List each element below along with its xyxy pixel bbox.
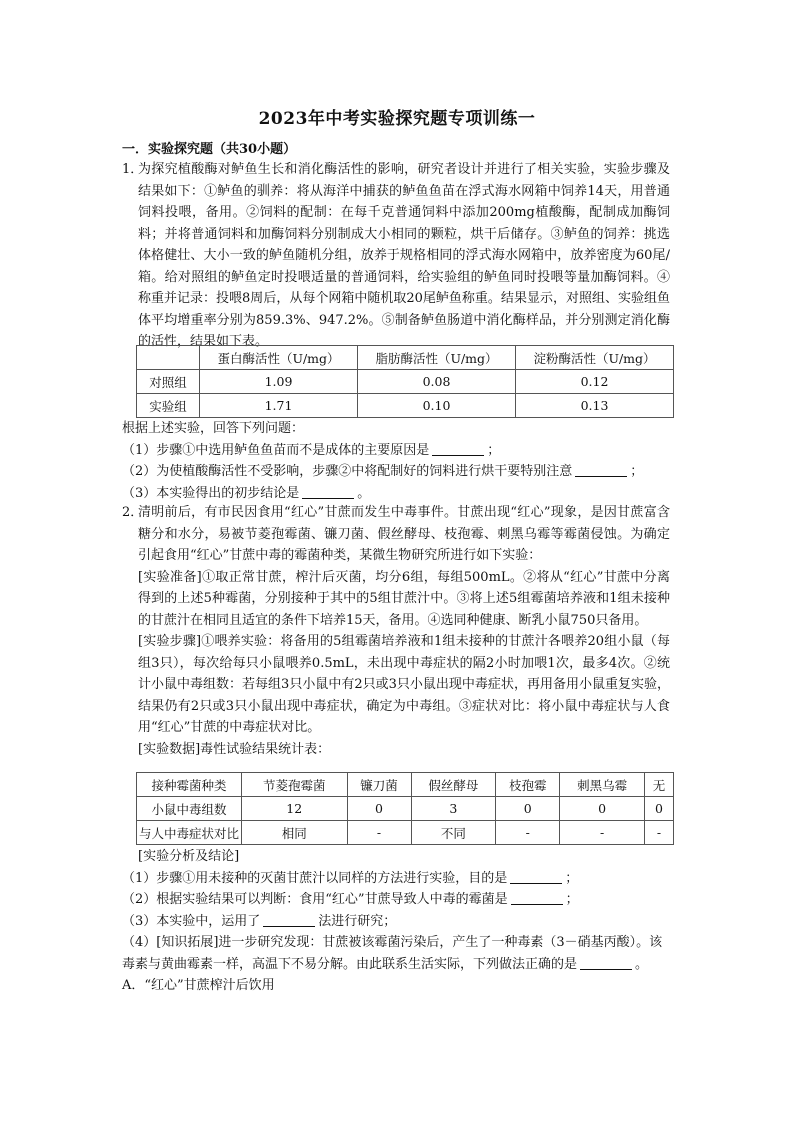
table-cell: 无: [645, 773, 674, 797]
toxicity-table: [136, 772, 674, 845]
table-cell: 脂肪酶活性（U/mg）: [358, 346, 516, 370]
table-row: [137, 370, 674, 394]
table-cell: 0: [347, 797, 411, 821]
table-cell: 0.08: [358, 370, 516, 394]
subquestion-2: （2）根据实验结果可以判断：食用“红心”甘蔗导致人中毒的霉菌是 ；: [122, 892, 579, 907]
table-cell: 0: [645, 797, 674, 821]
experiment-steps: [实验步骤]①喂养实验：将备用的5组霉菌培养液和1组未接种的甘蔗汁各喂养20组小鼠（每组3只），每次给每只小鼠喂养0.5mL，未出现中毒症状的隔2小时加喂1次，最多4次。②统计小鼠中毒组数：若每组3只小鼠中有2只或3只小鼠出现中毒症状，再用备用小鼠重复实验，结果仍有2只或3只小鼠出现中毒症状，确定为中毒组。③症状对比：将小鼠中毒症状与人食用“红心”甘蔗的中毒症状对比。: [138, 634, 670, 735]
question-1-subquestions: [122, 418, 670, 504]
table-cell: 刺黑乌霉: [560, 773, 645, 797]
table-cell: 相同: [242, 821, 348, 845]
question-text: 清明前后，有市民因食用“红心”甘蔗而发生中毒事件。甘蔗出现“红心”现象，是因甘蔗富含糖分和水分，易被节菱孢霉菌、镰刀菌、假丝酵母、枝孢霉、刺黑乌霉等霉菌侵蚀。为确定引起食用“红心”甘蔗中毒的霉菌种类，某微生物研究所进行如下实验：: [138, 505, 670, 563]
question-text: 为探究植酸酶对鲈鱼生长和消化酶活性的影响，研究者设计并进行了相关实验，实验步骤及结果如下：①鲈鱼的驯养：将从海洋中捕获的鲈鱼鱼苗在浮式海水网箱中饲养14天，用普通饲料投喂，备用。②饲料的配制：在每千克普通饲料中添加200mg植酸酶，配制成加酶饲料；并将普通饲料和加酶饲料分别制成大小相同的颗粒，烘干后储存。③鲈鱼的饲养：挑选体格健壮、大小一致的鲈鱼随机分组，放养于规格相同的浮式海水网箱中，放养密度为60尾/箱。给对照组的鲈鱼定时投喂适量的普通饲料，给实验组的鲈鱼同时投喂等量加酶饲料。④称重并记录：投喂8周后，从每个网箱中随机取20尾鲈鱼称重。结果显示，对照组、实验组鱼体平均增重率分别为859.3%、947.2%。⑤制备鲈鱼肠道中消化酶样品，并分别测定消化酶的活性，结果如下表。: [138, 162, 670, 349]
option-a: A．“红心”甘蔗榨汁后饮用: [122, 978, 275, 993]
answer-blank[interactable]: [511, 890, 563, 905]
answer-blank[interactable]: [263, 912, 315, 927]
table-cell: 3: [411, 797, 496, 821]
table-row: [137, 394, 674, 418]
subquestion-3: （3）本实验得出的初步结论是 。: [122, 485, 371, 501]
question-2: [122, 502, 670, 760]
table-header-row: [137, 346, 674, 370]
section-heading: 一．实验探究题（共30小题）: [122, 142, 297, 157]
subquestion-2: （2）为使植酸酶活性不受影响，步骤②中将配制好的饲料进行烘干要特别注意 ；: [122, 464, 644, 479]
table-cell: 0: [560, 797, 645, 821]
answer-blank[interactable]: [510, 869, 562, 884]
table-cell: 不同: [411, 821, 496, 845]
table-cell: 接种霉菌种类: [137, 773, 242, 797]
table-cell: 节菱孢霉菌: [242, 773, 348, 797]
table-cell: 与人中毒症状对比: [137, 821, 242, 845]
table-cell: 蛋白酶活性（U/mg）: [200, 346, 358, 370]
table-cell: 0.12: [516, 370, 674, 394]
question-number: 1．: [122, 162, 144, 177]
table-row: [137, 797, 674, 821]
table-cell: 枝孢霉: [496, 773, 560, 797]
analysis-label: [实验分析及结论]: [138, 849, 240, 864]
table-cell: 对照组: [137, 370, 200, 394]
table-cell: 1.09: [200, 370, 358, 394]
enzyme-activity-table: [136, 345, 674, 418]
table-cell: 镰刀菌: [347, 773, 411, 797]
table-header-row: [137, 773, 674, 797]
table-cell: 12: [242, 797, 348, 821]
subquestion-4: （4）[知识拓展]进一步研究发现：甘蔗被该霉菌污染后，产生了一种毒素（3－硝基丙酸）。该毒素与黄曲霉素一样，高温下不易分解。由此联系生活实际，下列做法正确的是 。: [122, 935, 663, 972]
experiment-prep: [实验准备]①取正常甘蔗，榨汁后灭菌，均分6组，每组500mL。②将从“红心”甘蔗中分离得到的上述5种霉菌，分别接种于其中的5组甘蔗汁中。③将上述5组霉菌培养液和1组未接种的甘蔗汁在相同且适宜的条件下培养15天，备用。④选同种健康、断乳小鼠750只备用。: [138, 569, 670, 628]
table-cell: 0: [496, 797, 560, 821]
subquestion-3: （3）本实验中，运用了 法进行研究；: [122, 913, 397, 929]
answer-blank[interactable]: [580, 955, 632, 970]
question-2-subquestions: [122, 846, 670, 997]
table-cell: 0.10: [358, 394, 516, 418]
table-cell: 实验组: [137, 394, 200, 418]
table-cell: [137, 346, 200, 370]
answer-blank[interactable]: [302, 484, 354, 499]
table-cell: 淀粉酶活性（U/mg）: [516, 346, 674, 370]
table-cell: 0.13: [516, 394, 674, 418]
table-row: [137, 821, 674, 845]
table-cell: 假丝酵母: [411, 773, 496, 797]
page-title: 2023年中考实验探究题专项训练一: [258, 109, 536, 129]
data-label: [实验数据]毒性试验结果统计表：: [138, 741, 331, 757]
question-number: 2．: [122, 505, 144, 520]
table-cell: -: [496, 821, 560, 845]
table-cell: 小鼠中毒组数: [137, 797, 242, 821]
answer-blank[interactable]: [575, 462, 627, 477]
subquestion-1: （1）步骤①用未接种的灭菌甘蔗汁以同样的方法进行实验，目的是 ；: [122, 870, 579, 886]
table-cell: -: [560, 821, 645, 845]
subquestion-1: （1）步骤①中选用鲈鱼鱼苗而不是成体的主要原因是 ；: [122, 442, 501, 458]
table-cell: 1.71: [200, 394, 358, 418]
table-cell: -: [347, 821, 411, 845]
question-lead: 根据上述实验，回答下列问题：: [122, 421, 305, 436]
answer-blank[interactable]: [432, 441, 484, 456]
question-1: [122, 159, 670, 353]
table-cell: -: [645, 821, 674, 845]
